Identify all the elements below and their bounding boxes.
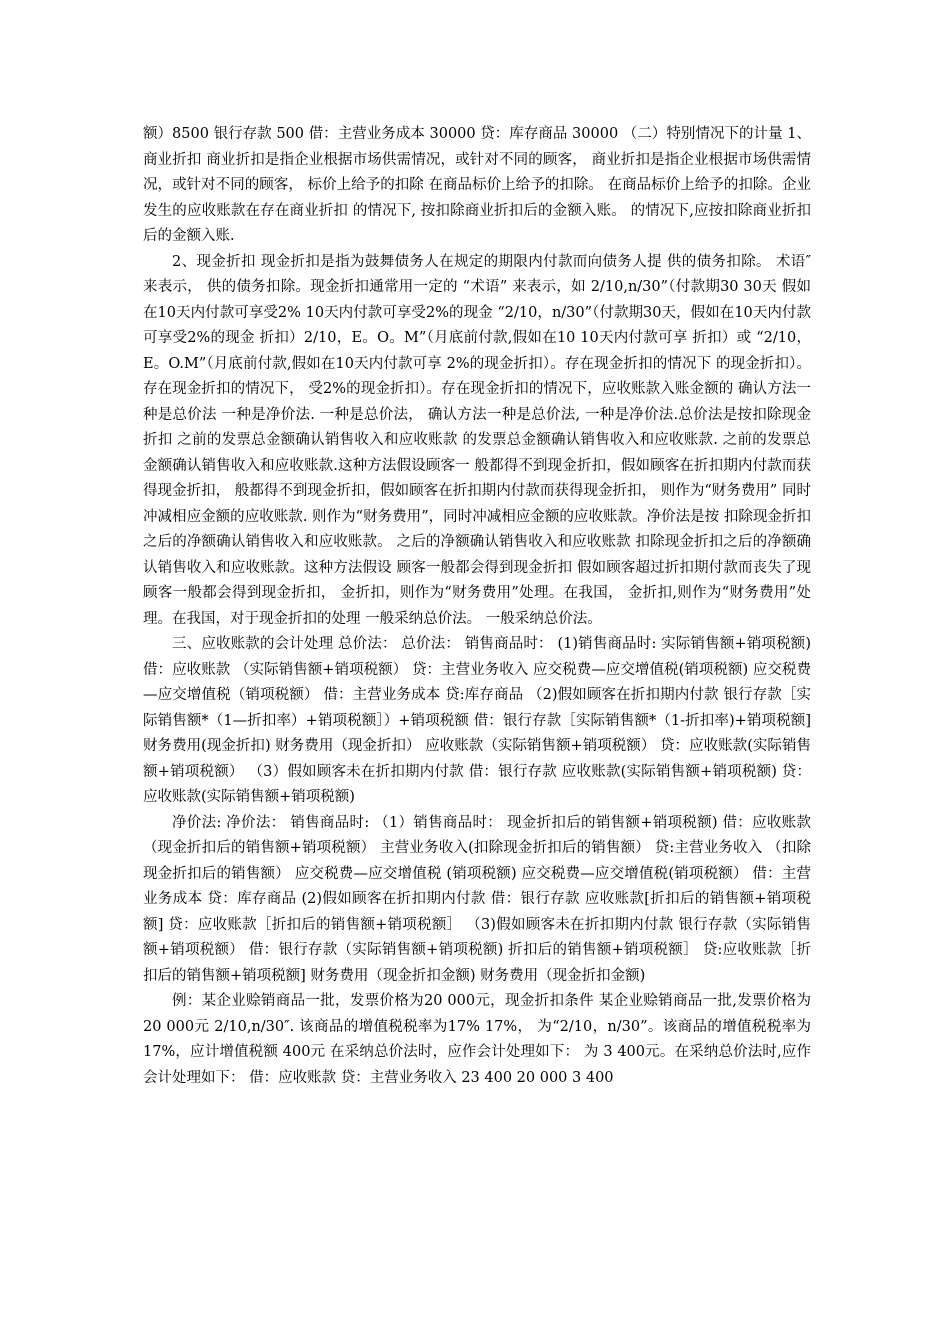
document-page [143,122,811,1091]
paragraph: 净价法: 净价法： 销售商品时: （1）销售商品时： 现金折扣后的销售额+销项税额) 借：应收账款 （现金折扣后的销售额+销项税额） 主营业务收入(扣除现金折扣后的销售额） 贷:主营业务收入 （扣除现金折扣后的销售额） 应交税费—应交增值税 (销项税额) 应交税费—应交增值税(销项税额） 借：主营业务成本 贷：库存商品 (2)假如顾客在折扣期内付款 借：银行存款 应收账款[折扣后的销售额+销项税额] 贷：应收账款［折扣后的销售额+销项税额］ （3)假如顾客未在折扣期内付款 银行存款（实际销售额+销项税额） 借：银行存款（实际销售额+销项税额) 折扣后的销售额+销项税额］ 贷:应收账款［折扣后的销售额+销项税额] 财务费用（现金折扣金额) 财务费用（现金折扣金额) [143,814,811,984]
paragraph: 例：某企业赊销商品一批，发票价格为20 000元，现金折扣条件 某企业赊销商品一批,发票价格为 20 000元 2/10,n/30″. 该商品的增值税税率为17% 17%， 为“2/10，n/30”。该商品的增值税税率为17%，应计增值税额 400元 在采纳总价法时，应作会计处理如下： 为 3 400元。在采纳总价法时,应作会计处理如下： 借：应收账款 贷：主营业务收入 23 400 20 000 3 400 [143,993,811,1086]
paragraph: 三、应收账款的会计处理 总价法： 总价法： 销售商品时： (1)销售商品时: 实际销售额+销项税额) 借：应收账款 （实际销售额+销项税额） 贷：主营业务收入 应交税费—应交增值税(销项税额) 应交税费—应交增值税（销项税额） 借：主营业务成本 贷:库存商品 （2)假如顾客在折扣期内付款 银行存款［实际销售额*（1—折扣率）+销项税额］）+销项税额 借：银行存款［实际销售额*（1-折扣率)+销项税额] 财务费用(现金折扣) 财务费用（现金折扣） 应收账款（实际销售额+销项税额） 贷：应收账款(实际销售额+销项税额） （3）假如顾客未在折扣期内付款 借：银行存款 应收账款(实际销售额+销项税额) 贷：应收账款(实际销售额+销项税额) [143,636,811,805]
paragraph: 2、现金折扣 现金折扣是指为鼓舞债务人在规定的期限内付款而向债务人提 供的债务扣除。 术语″ 来表示， 供的债务扣除。现金折扣通常用一定的 “术语” 来表示，如 2/10,n/30”（付款期30 30天 假如在10天内付款可享受2% 10天内付款可享受2%的现金 “2/10，n/30”（付款期30天，假如在10天内付款可享受2%的现金 折扣）2/10，E。O。M”（月底前付款,假如在10 10天内付款可享 折扣）或 “2/10，E。O.M”（月底前付款,假如在10天内付款可享 2%的现金折扣）。存在现金折扣的情况下 的现金折扣）。存在现金折扣的情况下， 受2%的现金折扣）。存在现金折扣的情况下，应收账款入账金额的 确认方法一种是总价法 一种是净价法. 一种是总价法， 确认方法一种是总价法, 一种是净价法.总价法是按扣除现金折扣 之前的发票总金额确认销售收入和应收账款 的发票总金额确认销售收入和应收账款. 之前的发票总金额确认销售收入和应收账款.这种方法假设顾客一 般都得不到现金折扣，假如顾客在折扣期内付款而获得现金折扣， 般都得不到现金折扣，假如顾客在折扣期内付款而获得现金折扣， 则作为“财务费用” 同时冲减相应金额的应收账款. 则作为“财务费用”，同时冲减相应金额的应收账款。净价法是按 扣除现金折扣之后的净额确认销售收入和应收账款。 之后的净额确认销售收入和应收账款 扣除现金折扣之后的净额确认销售收入和应收账款。这种方法假设 顾客一般都会得到现金折扣 假如顾客超过折扣期付款而丧失了现 顾客一般都会得到现金折扣， 金折扣，则作为“财务费用”处理。在我国， 金折扣,则作为“财务费用”处理。在我国，对于现金折扣的处理 一般采纳总价法。 一般采纳总价法。 [143,253,811,627]
paragraph: 额）8500 银行存款 500 借：主营业务成本 30000 贷：库存商品 30000 （二）特别情况下的计量 1、商业折扣 商业折扣是指企业根据市场供需情况，或针对不同的顾客， 商业折扣是指企业根据市场供需情况，或针对不同的顾客， 标价上给予的扣除 在商品标价上给予的扣除。 在商品标价上给予的扣除。企业发生的应收账款在存在商业折扣 的情况下, 按扣除商业折扣后的金额入账。 的情况下,应按扣除商业折扣后的金额入账. [143,126,811,244]
